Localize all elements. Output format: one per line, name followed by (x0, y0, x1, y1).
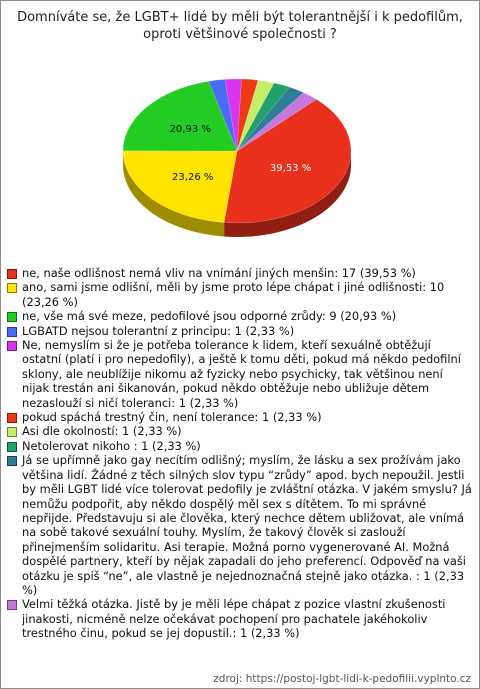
legend-swatch-8 (7, 442, 17, 452)
legend-item-4 (7, 324, 473, 338)
legend-label-1: ne, naše odlišnost nemá vliv na vnímání jiných menšin: 17 (39,53 %) (22, 266, 416, 280)
legend-item-6 (7, 410, 473, 424)
legend-label-7: Asi dle okolností: 1 (2,33 %) (22, 424, 182, 439)
legend-item-8 (7, 439, 473, 453)
legend-label-8: Netolerovat nikoho : 1 (2,33 %) (22, 438, 201, 453)
legend-label-4: LGBATD nejsou tolerantní z principu: 1 (2,33 %) (22, 323, 295, 338)
chart-title: Domníváte se, že LGBT+ lidé by měli být tolerantnější i k pedofilům, oproti většinové společnosti ? (17, 10, 463, 42)
pie-top-group (123, 79, 351, 223)
legend-swatch-5 (7, 341, 17, 351)
legend-item-10 (7, 597, 473, 640)
legend-swatch-7 (7, 427, 17, 437)
legend-label-2: ano, sami jsme odlišní, měli by jsme proto lépe chápat i jiné odlišnosti: 10 (23,26 %) (22, 280, 445, 309)
data-label-2: 23,26 % (172, 171, 214, 183)
legend-swatch-10 (7, 600, 17, 610)
legend-swatch-2 (7, 283, 17, 293)
legend-swatch-3 (7, 312, 17, 322)
pie-slice-2 (123, 151, 237, 223)
legend-label-9: Já se upřímně jako gay necítím odlišný; myslím, že lásku a sex prožívám jako většina lidí. Žádné z těch silných slov typu “zrůdy” apod. bych nepoužil. Jestli by měli LGBT lidé více tolerovat pedofily je zvláštní otázka. V jakém smyslu? Já nemůžu podpořit, aby někdo dospělý měl sex s dítětem. To mi správné nepřijde. Představuju si ale člověka, který nechce dětem ubližovat, ale vnímá na sobě takové sexuální touhy. Myslím, že takový člověk si zaslouží přinejmenším solidaritu. Asi terapie. Možná porno vygenerované AI. Možná dospělé partnery, kteří by nějak zapadali do jeho preferencí. Odpověď na vaši otázku je spíš “ne”, ale vlastně je nejednoznačná stejně jako otázka. : 1 (2,33 %) (22, 453, 472, 597)
data-label-3: 20,93 % (169, 124, 211, 136)
legend-item-1 (7, 266, 473, 280)
legend-swatch-9 (7, 456, 17, 466)
legend-item-2 (7, 280, 473, 309)
data-label-1: 39,53 % (269, 163, 312, 175)
legend-label-10: Velmi těžká otázka. Jistě by je měli lépe chápat z pozice vlastní zkušenosti jinakosti, nicméně nelze očekávat pochopení pro pachatele jakéhokoliv trestného činu, pokud se jej dopustil.: 1 (2,33 %) (22, 597, 446, 641)
legend-item-9 (7, 453, 473, 597)
legend-label-6: pokud spáchá trestný čin, není tolerance: 1 (2,33 %) (22, 410, 322, 425)
source-text: zdroj: https://postoj-lgbt-lidi-k-pedofilii.vyplnto.cz (213, 673, 471, 685)
legend-swatch-6 (7, 413, 17, 423)
legend-item-7 (7, 424, 473, 438)
legend-swatch-1 (7, 269, 17, 279)
legend (7, 266, 473, 641)
legend-label-3: ne, vše má své meze, pedofilové jsou odporné zrůdy: 9 (20,93 %) (22, 309, 397, 324)
legend-label-5: Ne, nemyslím si že je potřeba tolerance k lidem, kteří sexuálně obtěžují ostatní (platí i pro nepedofily), a ještě k tomu děti, pokud má někdo pedofilní sklony, ale neublížije nikomu až fyzicky nebo psychicky, tak většinou není nijak trestán ani šikanován, pokud někdo obtěžuje nebo ubližuje dětem nezaslouží si ničí toleranci: 1 (2,33 %) (22, 338, 461, 410)
legend-swatch-4 (7, 327, 17, 337)
legend-item-3 (7, 309, 473, 323)
pie-chart (1, 1, 479, 261)
legend-item-5 (7, 338, 473, 410)
